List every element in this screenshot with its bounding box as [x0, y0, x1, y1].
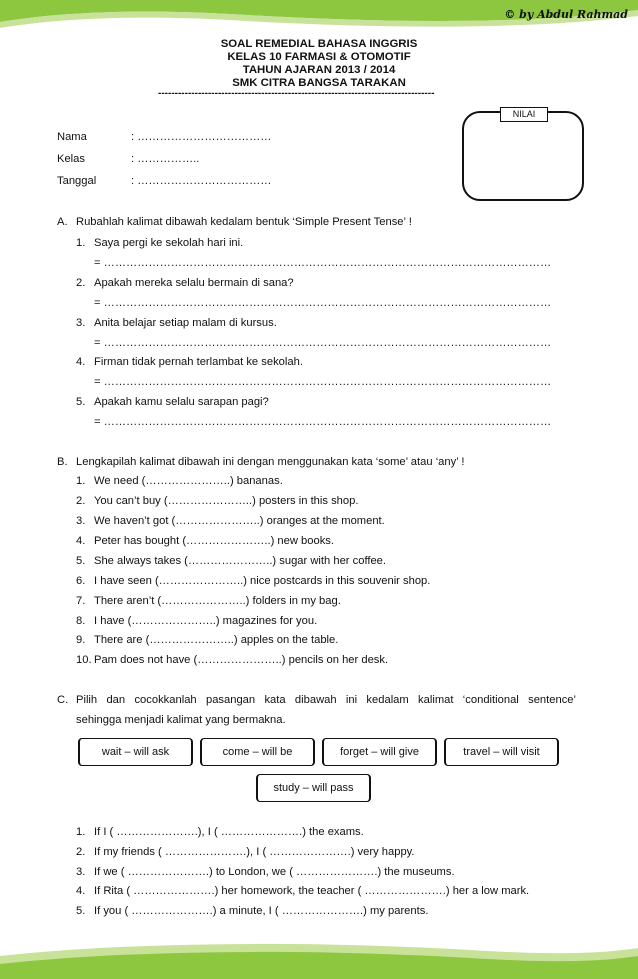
section-c-num-2: 2.: [76, 846, 86, 858]
section-b-instruction: Lengkapilah kalimat dibawah ini dengan menggunakan kata ‘some’ atau ‘any’ !: [76, 456, 465, 468]
section-a-num-4: 4.: [76, 356, 86, 368]
section-b-num-6: 6.: [76, 575, 86, 587]
section-b-num-2: 2.: [76, 495, 86, 507]
score-box: [462, 111, 584, 201]
word-box-wait-ask: wait – will ask: [78, 738, 193, 766]
header-school: SMK CITRA BANGSA TARAKAN: [232, 77, 406, 89]
section-c-num-3: 3.: [76, 866, 86, 878]
section-b-num-10: 10.: [76, 654, 92, 666]
section-b-item-3: We haven’t got (…………………..) oranges at the moment.: [94, 515, 385, 527]
header-rule: -----------------------------------------------------------------------------------: [158, 88, 435, 99]
bottom-wave-decoration: [0, 936, 638, 979]
name-label: Nama: [57, 131, 87, 143]
section-c-instruction-2: sehingga menjadi kalimat yang bermakna.: [76, 714, 286, 726]
section-c-instruction-1: Pilih dan cocokkanlah pasangan kata dibawah ini kedalam kalimat ‘conditional sentence’: [76, 694, 576, 706]
section-c-item-5: If you ( ………………….) a minute, I ( ………………….) my parents.: [94, 905, 429, 917]
section-b-num-5: 5.: [76, 555, 86, 567]
section-c-item-3: If we ( ………………….) to London, we ( ………………….) the museums.: [94, 866, 455, 878]
section-a-num-1: 1.: [76, 237, 86, 249]
section-b-item-4: Peter has bought (…………………..) new books.: [94, 535, 335, 547]
section-c-num-1: 1.: [76, 826, 86, 838]
section-a-answer-line-5[interactable]: = …………………………………………………………………………………………………………: [94, 416, 552, 428]
author-credit: © by Abdul Rahmad: [504, 8, 628, 21]
section-c-item-4: If Rita ( ………………….) her homework, the teacher ( ………………….) her a low mark.: [94, 885, 530, 897]
section-b-num-8: 8.: [76, 615, 86, 627]
section-b-item-2: You can’t buy (…………………..) posters in this shop.: [94, 495, 359, 507]
section-a-question-5: Apakah kamu selalu sarapan pagi?: [94, 396, 269, 408]
section-a-question-3: Anita belajar setiap malam di kursus.: [94, 317, 277, 329]
section-c-num-4: 4.: [76, 885, 86, 897]
date-label: Tanggal: [57, 175, 97, 187]
section-b-num-7: 7.: [76, 595, 86, 607]
section-a-num-2: 2.: [76, 277, 86, 289]
section-b-item-6: I have seen (…………………..) nice postcards in this souvenir shop.: [94, 575, 431, 587]
section-b-letter: B.: [57, 456, 68, 468]
section-c-num-5: 5.: [76, 905, 86, 917]
section-a-instruction: Rubahlah kalimat dibawah kedalam bentuk ‘Simple Present Tense’ !: [76, 216, 412, 228]
section-b-item-7: There aren’t (…………………..) folders in my bag.: [94, 595, 341, 607]
section-b-num-1: 1.: [76, 475, 86, 487]
section-b-num-3: 3.: [76, 515, 86, 527]
date-blank[interactable]: : ………………………………: [131, 175, 272, 187]
word-box-come-be: come – will be: [200, 738, 315, 766]
section-b-item-1: We need (…………………..) bananas.: [94, 475, 283, 487]
section-a-num-5: 5.: [76, 396, 86, 408]
header-class: KELAS 10 FARMASI & OTOMOTIF: [227, 51, 411, 63]
section-a-question-4: Firman tidak pernah terlambat ke sekolah.: [94, 356, 303, 368]
section-c-letter: C.: [57, 694, 69, 706]
section-b-item-5: She always takes (…………………..) sugar with her coffee.: [94, 555, 387, 567]
score-label: NILAI: [500, 107, 548, 122]
section-a-answer-line-2[interactable]: = …………………………………………………………………………………………………………: [94, 297, 552, 309]
section-b-item-9: There are (…………………..) apples on the table.: [94, 634, 339, 646]
section-b-num-9: 9.: [76, 634, 86, 646]
section-a-letter: A.: [57, 216, 68, 228]
section-c-item-2: If my friends ( ………………….), I ( ………………….) very happy.: [94, 846, 415, 858]
section-a-answer-line-1[interactable]: = …………………………………………………………………………………………………………: [94, 257, 552, 269]
class-label: Kelas: [57, 153, 85, 165]
name-blank[interactable]: : ………………………………: [131, 131, 272, 143]
section-c-item-1: If I ( ………………….), I ( ………………….) the exams.: [94, 826, 364, 838]
section-a-answer-line-3[interactable]: = …………………………………………………………………………………………………………: [94, 337, 552, 349]
word-box-study-pass: study – will pass: [256, 774, 371, 802]
class-blank[interactable]: : ……………..: [131, 153, 200, 165]
section-a-question-2: Apakah mereka selalu bermain di sana?: [94, 277, 294, 289]
header-year: TAHUN AJARAN 2013 / 2014: [242, 64, 396, 76]
header-title: SOAL REMEDIAL BAHASA INGGRIS: [220, 38, 418, 50]
section-a-answer-line-4[interactable]: = …………………………………………………………………………………………………………: [94, 376, 552, 388]
section-b-item-8: I have (…………………..) magazines for you.: [94, 615, 318, 627]
section-a-question-1: Saya pergi ke sekolah hari ini.: [94, 237, 244, 249]
word-box-travel-visit: travel – will visit: [444, 738, 559, 766]
section-a-num-3: 3.: [76, 317, 86, 329]
word-box-forget-give: forget – will give: [322, 738, 437, 766]
section-b-item-10: Pam does not have (…………………..) pencils on her desk.: [94, 654, 389, 666]
section-b-num-4: 4.: [76, 535, 86, 547]
